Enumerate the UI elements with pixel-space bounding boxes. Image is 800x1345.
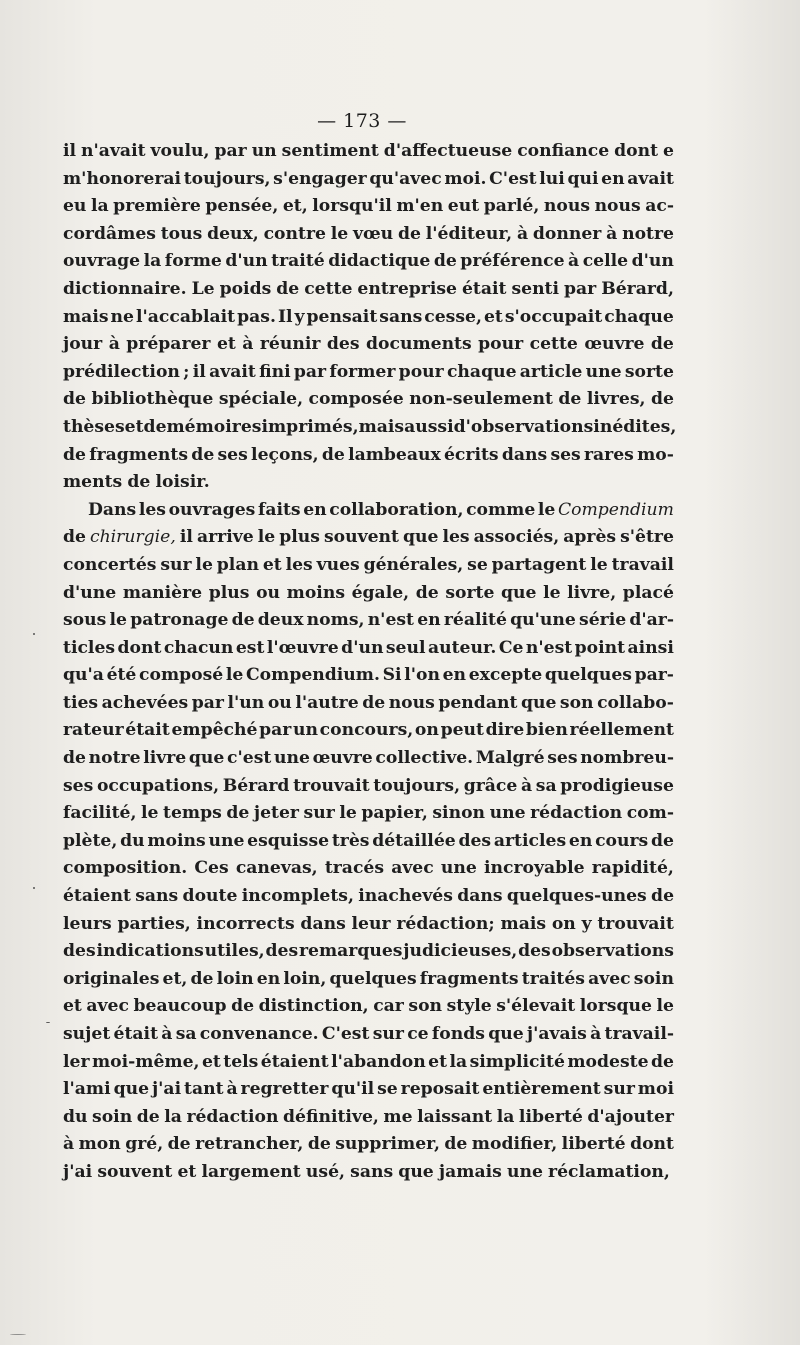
- text-line: plète, du moins une esquisse très détaillée des articles en cours de: [63, 830, 674, 851]
- text-line: m'honorerai toujours, s'engager qu'avec moi. C'est lui qui en avait: [63, 168, 674, 189]
- text-line: ments de loisir.: [63, 472, 210, 493]
- text-line: eu la première pensée, et, lorsqu'il m'en eut parlé, nous nous ac-: [63, 196, 674, 217]
- page-number: — 173 —: [317, 110, 407, 132]
- text-line: concertés sur le plan et les vues générales, se partagent le travail: [63, 554, 674, 575]
- body-text: [63, 138, 677, 1187]
- text-line: ses occupations, Bérard trouvait toujours, grâce à sa prodigieuse: [63, 775, 674, 796]
- text-line: sous le patronage de deux noms, n'est en réalité qu'une série d'ar-: [63, 610, 674, 631]
- text-line: de notre livre que c'est une œuvre collective. Malgré ses nombreu-: [63, 748, 674, 769]
- text-line: mais ne l'accablait pas. Il y pensait sans cesse, et s'occupait chaque: [63, 306, 674, 327]
- print-speck: [33, 887, 35, 889]
- text-line: ticles dont chacun est l'œuvre d'un seul auteur. Ce n'est point ainsi: [63, 637, 674, 658]
- text-line: ler moi-même, et tels étaient l'abandon et la simplicité modeste de: [63, 1051, 674, 1072]
- text-line: jour à préparer et à réunir des documents pour cette œuvre de: [63, 334, 674, 355]
- text-line: ouvrage la forme d'un traité didactique de préférence à celle d'un: [63, 251, 674, 272]
- text-line: originales et, de loin en loin, quelques fragments traités avec soin: [63, 968, 674, 989]
- text-line: Dans les ouvrages faits en collaboration, comme le Compendium: [88, 499, 674, 520]
- text-line: de bibliothèque spéciale, composée non-seulement de livres, de: [63, 389, 674, 410]
- text-line: prédilection ; il avait fini par former pour chaque article une sorte: [63, 361, 674, 382]
- text-line: dictionnaire. Le poids de cette entreprise était senti par Bérard,: [63, 278, 674, 299]
- text-line: j'ai souvent et largement usé, sans que jamais une réclamation,: [63, 1161, 670, 1182]
- print-speck: [33, 633, 35, 635]
- text-line: sujet était à sa convenance. C'est sur ce fonds que j'avais à travail-: [63, 1024, 674, 1044]
- text-line: du soin de la rédaction définitive, me laissant la liberté d'ajouter: [63, 1106, 674, 1127]
- text-line: qu'a été composé le Compendium. Si l'on en excepte quelques par-: [63, 665, 674, 686]
- print-speck: [10, 1334, 26, 1335]
- text-line: composition. Ces canevas, tracés avec une incroyable rapidité,: [63, 858, 674, 879]
- text-line: d'une manière plus ou moins égale, de sorte que le livre, placé: [63, 582, 674, 603]
- text-line: de chirurgie, il arrive le plus souvent que les associés, après s'être: [63, 527, 674, 548]
- text-line: il n'avait voulu, par un sentiment d'affectueuse confiance dont e: [63, 141, 674, 161]
- text-line: à mon gré, de retrancher, de supprimer, de modifier, liberté dont: [63, 1134, 674, 1155]
- text-line: des indications utiles, des remarques judicieuses, des observations: [63, 941, 674, 962]
- text-line: l'ami que j'ai tant à regretter qu'il se reposait entièrement sur moi: [63, 1079, 674, 1100]
- print-speck: [46, 1022, 50, 1023]
- text-line: facilité, le temps de jeter sur le papier, sinon une rédaction com-: [63, 803, 674, 824]
- text-line: étaient sans doute incomplets, inachevés dans quelques-unes de: [63, 886, 674, 907]
- text-line: thèses et de mémoires imprimés, mais aussi d'observations inédites,: [63, 416, 677, 437]
- text-line: ties achevées par l'un ou l'autre de nous pendant que son collabo-: [63, 692, 674, 713]
- text-line: de fragments de ses leçons, de lambeaux écrits dans ses rares mo-: [63, 444, 674, 465]
- text-line: leurs parties, incorrects dans leur rédaction; mais on y trouvait: [63, 913, 674, 934]
- text-line: rateur était empêché par un concours, on peut dire bien réellement: [63, 720, 674, 741]
- text-line: cordâmes tous deux, contre le vœu de l'éditeur, à donner à notre: [63, 223, 674, 244]
- text-line: et avec beaucoup de distinction, car son style s'élevait lorsque le: [63, 996, 674, 1017]
